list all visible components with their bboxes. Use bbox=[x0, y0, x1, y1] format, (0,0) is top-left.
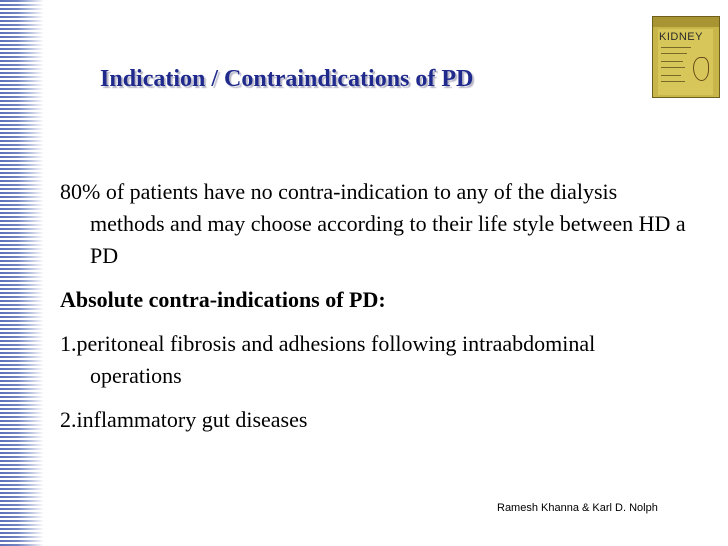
slide-title: Indication / Contraindications of PD bbox=[100, 66, 474, 92]
book-cover-band bbox=[653, 17, 719, 27]
book-cover-image bbox=[652, 16, 720, 98]
book-cover-line bbox=[661, 75, 681, 76]
decorative-stripe-bar bbox=[0, 0, 44, 546]
body-paragraph: 80% of patients have no contra-indication to any of the dialysis methods and may choose according to their life style between HD a PD bbox=[60, 179, 686, 268]
body-subheading: Absolute contra-indications of PD: bbox=[60, 287, 386, 312]
body-list-item: 1.peritoneal fibrosis and adhesions following intraabdominal operations bbox=[60, 331, 596, 388]
book-cover-line bbox=[661, 47, 691, 48]
book-cover-line bbox=[661, 53, 687, 54]
kidney-icon bbox=[693, 57, 709, 81]
book-cover-line bbox=[661, 61, 683, 62]
body-list-item: 2.inflammatory gut diseases bbox=[60, 407, 308, 432]
book-cover-line bbox=[661, 81, 685, 82]
book-cover-title: KIDNEY bbox=[659, 31, 703, 43]
book-cover-line bbox=[661, 67, 685, 68]
slide-footer-credit: Ramesh Khanna & Karl D. Nolph bbox=[497, 502, 658, 514]
slide-body bbox=[60, 176, 690, 448]
